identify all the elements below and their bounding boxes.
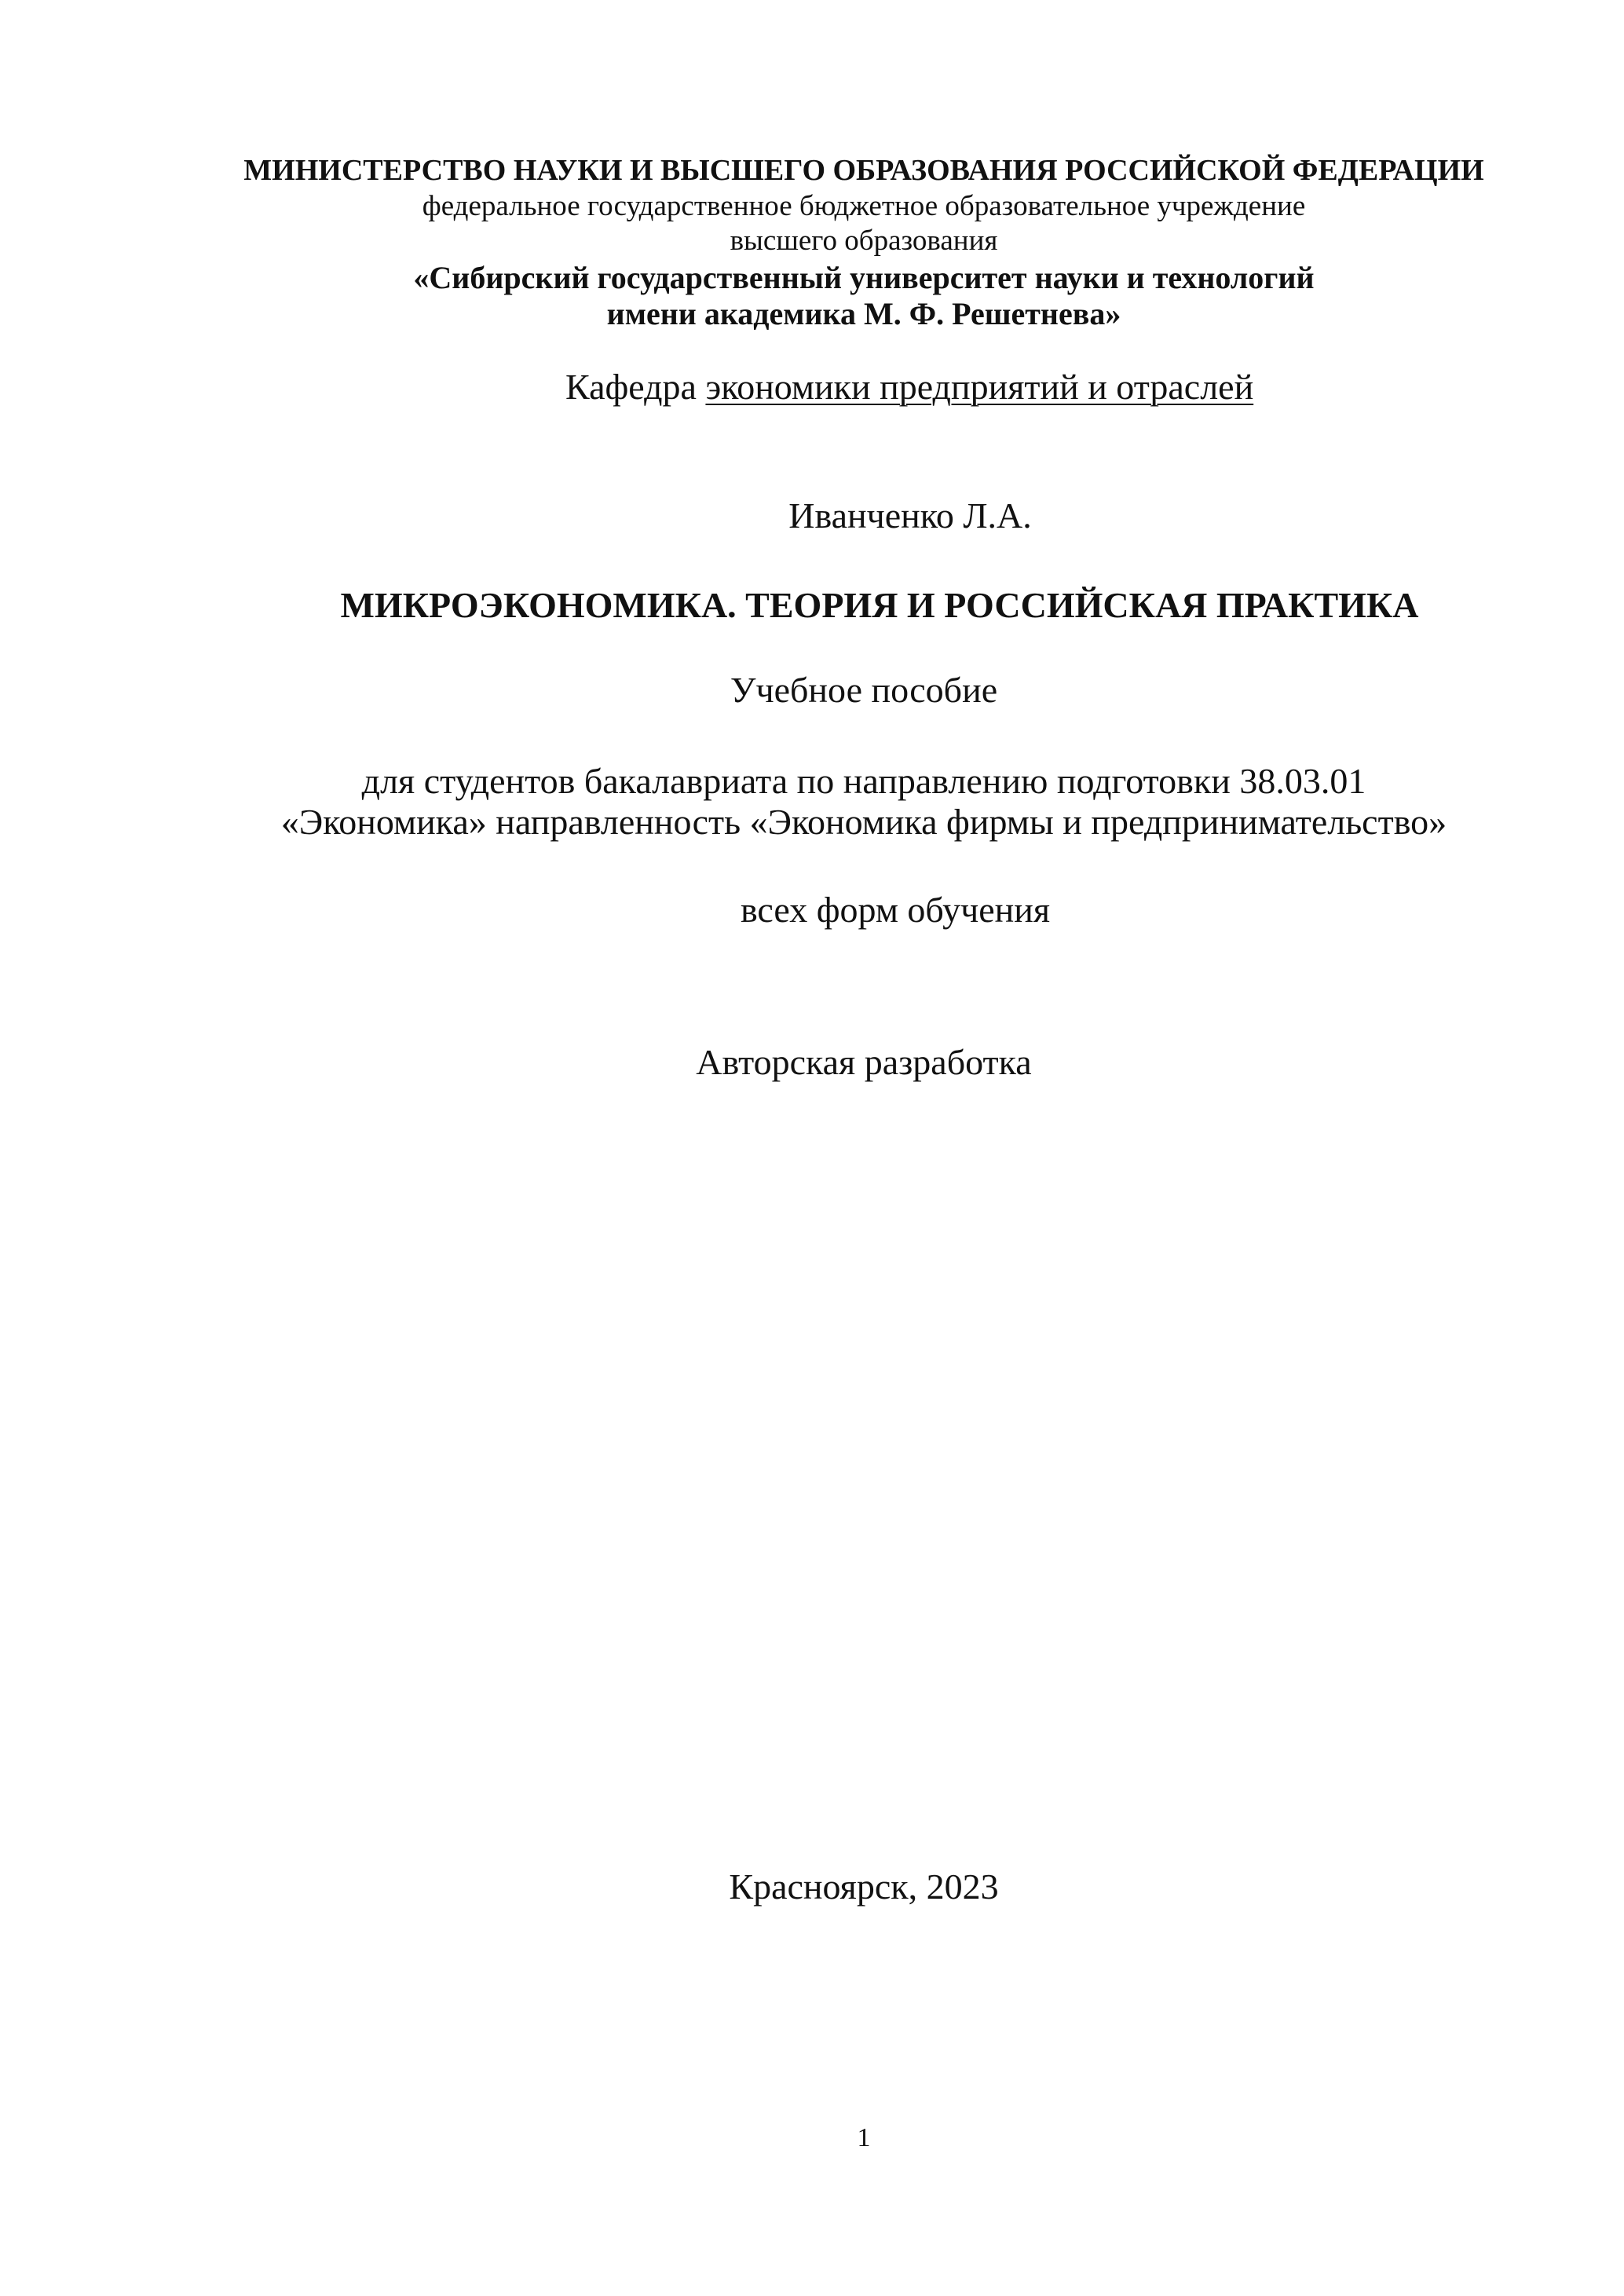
city-year: Красноярск, 2023 — [729, 1866, 999, 1907]
university-name-line-2: имени академика М. Ф. Решетнева» — [606, 296, 1121, 331]
university-name-line-1: «Сибирский государственный университет науки и технологий — [413, 260, 1315, 295]
institution-type-line-2: высшего образования — [730, 225, 998, 257]
audience-line-1: для студентов бакалавриата по направлению подготовки 38.03.01 — [361, 761, 1366, 801]
department-name: экономики предприятий и отраслей — [705, 367, 1254, 407]
institution-type-line-1: федеральное государственное бюджетное образовательное учреждение — [422, 190, 1306, 222]
ministry-heading: МИНИСТЕРСТВО НАУКИ И ВЫСШЕГО ОБРАЗОВАНИЯ РОССИЙСКОЙ ФЕДЕРАЦИИ — [243, 154, 1484, 187]
authorship-note: Авторская разработка — [696, 1042, 1032, 1082]
document-title: МИКРОЭКОНОМИКА. ТЕОРИЯ И РОССИЙСКАЯ ПРАКТИКА — [340, 585, 1419, 625]
study-forms: всех форм обучения — [740, 890, 1051, 930]
audience-line-2: «Экономика» направленность «Экономика фирмы и предпринимательство» — [280, 802, 1447, 842]
department-line — [565, 369, 1253, 405]
document-type: Учебное пособие — [730, 670, 998, 710]
department-prefix: Кафедра — [565, 367, 706, 407]
author-name: Иванченко Л.А. — [788, 495, 1032, 536]
page-number: 1 — [857, 2123, 871, 2152]
